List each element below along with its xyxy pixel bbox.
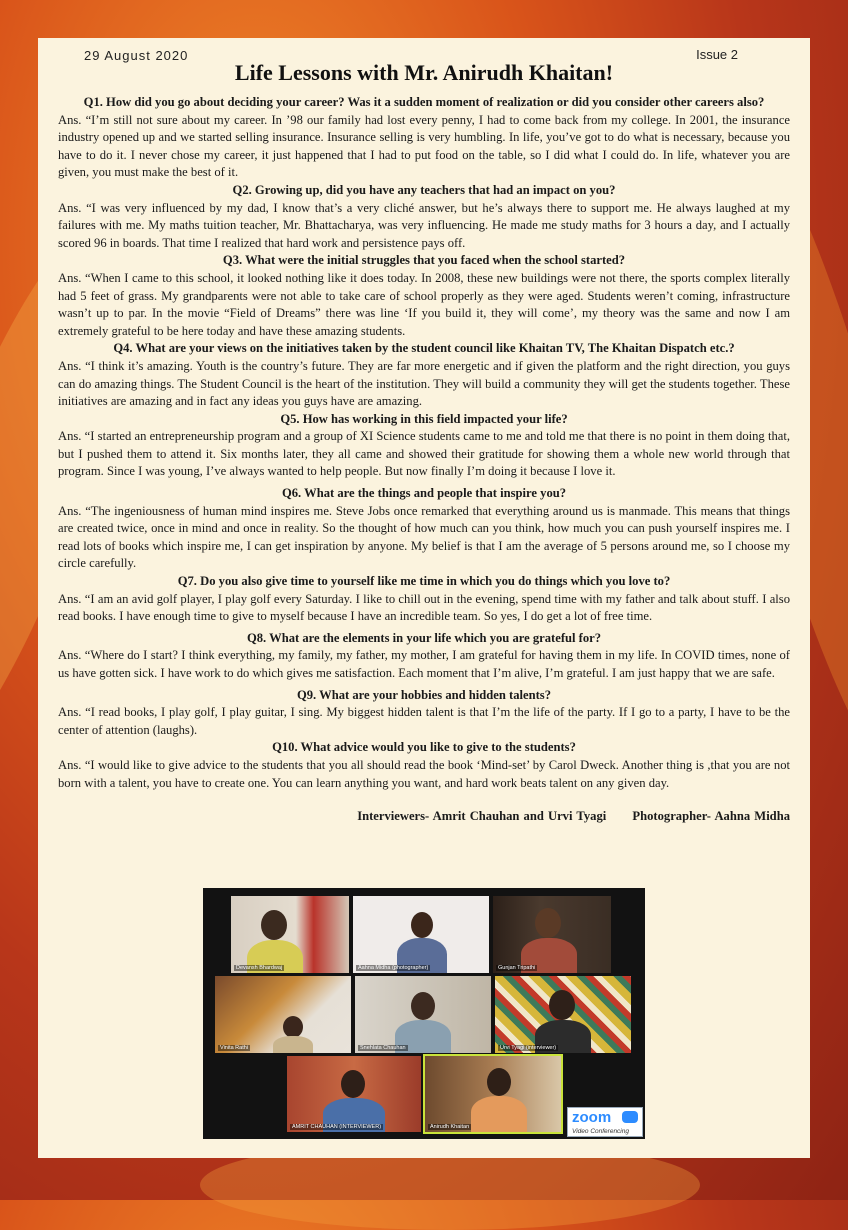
participant-name: Gunjan Tripathi bbox=[498, 965, 536, 971]
page-title: Life Lessons with Mr. Anirudh Khaitan! bbox=[234, 60, 614, 85]
newsletter-page bbox=[38, 38, 810, 1158]
issue-number: Issue 2 bbox=[696, 47, 738, 62]
question: Q8. What are the elements in your life which you are grateful for? bbox=[246, 630, 602, 645]
participant-tile bbox=[287, 1056, 421, 1132]
answer: Ans. “I started an entrepreneurship program and a group of XI Science students came to me and told me that there is no point in them doing that, but I pushed them to attend it. Six months later, they all came and showed their gratitude for showing them a whole new world through that program. Since I was young, I’ve always wanted to help people. But now finally I’m doing it because I love it. bbox=[58, 429, 790, 479]
answer: Ans. “I would like to give advice to the students that you all should read the book ‘Mind-set’ by Carol Dweck. Another thing is ,that you are not born with a talent, you have to create one. You can learn anything you want, and hard work beats talent on any given day. bbox=[58, 757, 790, 790]
participant-name: Snehlata Chauhan bbox=[360, 1045, 406, 1051]
answer: Ans. “I read books, I play golf, I play guitar, I sing. My biggest hidden talent is that I’m the life of the party. If I go to a party, I have to be the center of attention (laughs). bbox=[58, 705, 790, 737]
participant-name: Devansh Bhardwaj bbox=[236, 965, 283, 971]
video-camera-icon bbox=[622, 1111, 638, 1123]
participant-name: Urvi Tyagi (interviewer) bbox=[500, 1045, 557, 1051]
photographer-credit: Photographer- Aahna Midha bbox=[632, 809, 790, 824]
answer: Ans. “When I came to this school, it looked nothing like it does today. In 2008, these new buildings were not there, the sports complex literally had 5 feet of grass. My grandparents were not able to take care of school properly as they were aged. Students weren’t coming, infrastructure wasn’t up to par. In the movie “Field of Dreams” there was line ‘If you build it, they will come’, my theory was the same and now I am extremely grateful to be here today and have these amazing students. bbox=[58, 270, 790, 338]
interview-body bbox=[58, 94, 790, 826]
answer: Ans. “Where do I start? I think everything, my family, my father, my mother, I am grateful for having them in my life. In COVID times, none of us have gotten sick. I have work to do which gives me satisfaction. Each moment that I’m alive, I’m grateful. I am just happy that we are safe. bbox=[58, 648, 790, 680]
question: Q7. Do you also give time to yourself like me time in which you do things which you love to? bbox=[177, 574, 671, 589]
credits-line bbox=[58, 808, 790, 826]
zoom-wordmark: zoom bbox=[572, 1109, 612, 1126]
question: Q9. What are your hobbies and hidden talents? bbox=[296, 687, 552, 702]
participant-name: Anirudh Khaitan bbox=[430, 1124, 470, 1130]
participant-name: Aahna Midha (photographer) bbox=[358, 965, 429, 971]
participant-tile-active-speaker bbox=[425, 1056, 561, 1132]
answer: Ans. “I think it’s amazing. Youth is the country’s future. They are far more energetic and if given the platform and the right direction, you guys can do amazing things. The Student Council is the heart of the institution. They will build a community they will get the students together. These initiatives are amazing and in fact any ideas you guys have are amazing. bbox=[58, 358, 790, 409]
participant-tile bbox=[353, 896, 489, 973]
participant-tile bbox=[231, 896, 349, 973]
zoom-tagline: Video Conferencing bbox=[572, 1128, 629, 1135]
participant-tile bbox=[493, 896, 611, 973]
video-call-screenshot bbox=[203, 888, 645, 1139]
question: Q5. How has working in this field impacted your life? bbox=[280, 411, 568, 426]
answer: Ans. “I am an avid golf player, I play golf every Saturday. I like to chill out in the evening, spend time with my father and talk about stuff. I also read books. I have enough time to give to myself because I have an incredible team. So yes, I do get a lot of free time. bbox=[58, 591, 790, 624]
issue-date: 29 August 2020 bbox=[84, 48, 189, 63]
participant-tile bbox=[355, 976, 491, 1053]
participant-name: Vinita Rathi bbox=[220, 1045, 249, 1051]
page-header bbox=[58, 46, 790, 64]
participant-tile bbox=[215, 976, 351, 1053]
question: Q4. What are your views on the initiatives taken by the student council like Khaitan TV, The Khaitan Dispatch etc.? bbox=[113, 341, 735, 356]
participant-name: AMRIT CHAUHAN (INTERVIEWER) bbox=[292, 1124, 382, 1130]
question: Q1. How did you go about deciding your career? Was it a sudden moment of realization or did you consider other careers also? bbox=[83, 95, 765, 109]
interviewers-credit: Interviewers- Amrit Chauhan and Urvi Tyagi bbox=[357, 809, 607, 824]
answer: Ans. “I’m still not sure about my career. In ’98 our family had lost every penny, I had to come back from my college. In 2001, the insurance industry opened up and we started selling insurance. Insurance selling is very humbling. In life, you’ve got to do what is necessary, because you have to do it. I never chose my career, it just happened that I had to put food on the table, so I did what I could do. In life, whatever you are given, you must make the best of it. bbox=[58, 112, 790, 180]
answer: Ans. “I was very influenced by my dad, I know that’s a very cliché answer, but he’s always there to support me. He always laughed at my failures with me. My maths tuition teacher, Mr. Bhattacharya, was very influencing. He made me study maths for 3 hours a day, and I actually scored 96 in boards. That time I realized that hard work and persistence pays off. bbox=[58, 200, 790, 250]
participant-tile bbox=[495, 976, 631, 1053]
zoom-logo bbox=[567, 1107, 643, 1137]
answer: Ans. “The ingeniousness of human mind inspires me. Steve Jobs once remarked that everything around us is manmade. This means that things are created twice, once in mind and once in reality. So the thought of how much can you think, how much you can push yourself inspires me. I read lots of books which inspire me, I can get inspiration by anyone. My belief is that I am the average of 5 persons around me, so I choose my circle carefully. bbox=[58, 503, 790, 571]
question: Q6. What are the things and people that inspire you? bbox=[281, 486, 567, 501]
question: Q2. Growing up, did you have any teachers that had an impact on you? bbox=[232, 182, 616, 197]
question: Q10. What advice would you like to give to the students? bbox=[272, 740, 576, 755]
question: Q3. What were the initial struggles that you faced when the school started? bbox=[222, 253, 626, 268]
